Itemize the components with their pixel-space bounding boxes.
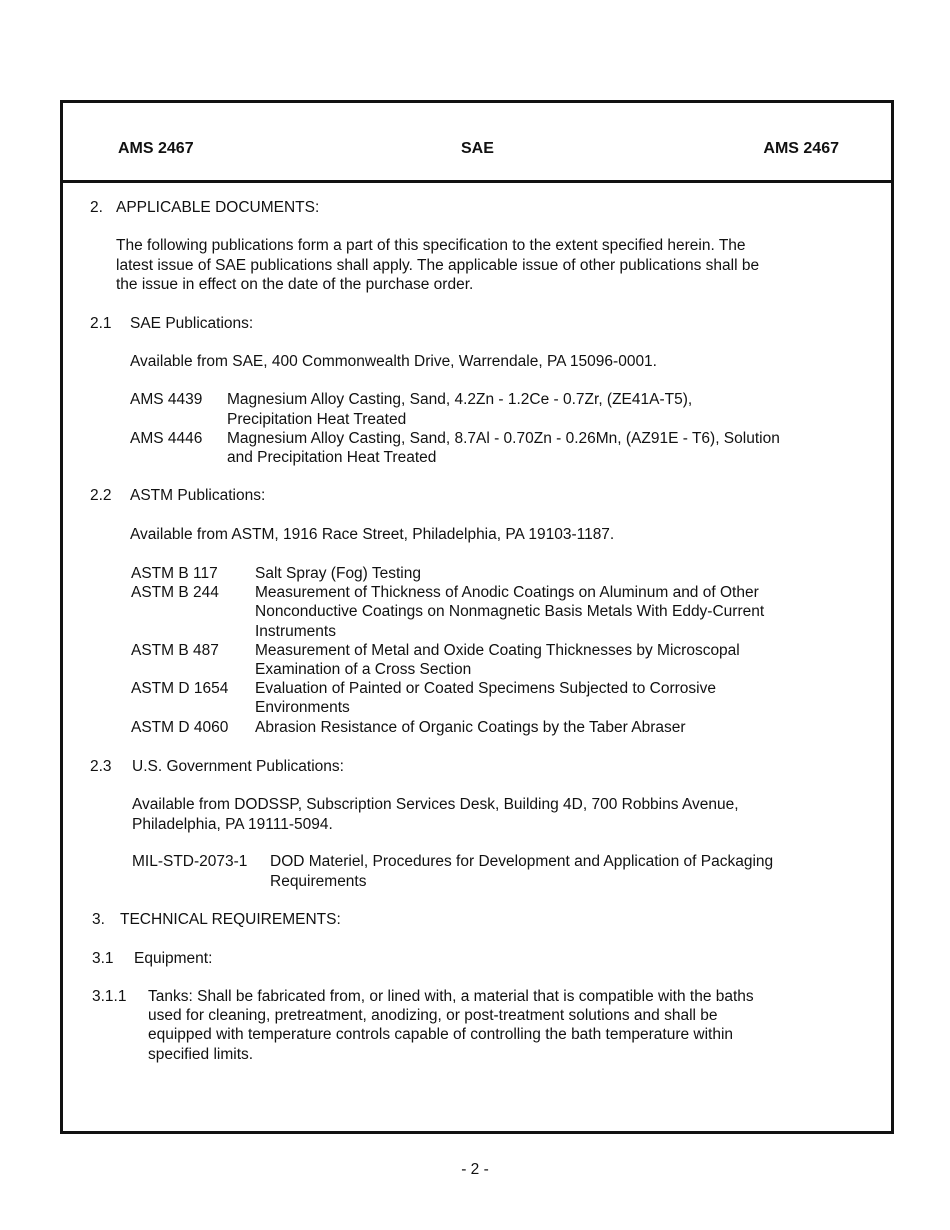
ref-title-line: Salt Spray (Fog) Testing (255, 565, 421, 582)
section-2-1-availability: Available from SAE, 400 Commonwealth Drive, Warrendale, PA 15096-0001. (130, 353, 657, 370)
section-2-number: 2. (90, 199, 103, 216)
ref-title-line: Nonconductive Coatings on Nonmagnetic Basis Metals With Eddy-Current (255, 603, 765, 620)
section-3-1-1-line: equipped with temperature controls capable of controlling the bath temperature within (148, 1026, 734, 1043)
section-3-1-1-number: 3.1.1 (92, 988, 127, 1005)
ref-code: ASTM B 244 (131, 584, 219, 601)
section-3-1-1-line: specified limits. (148, 1046, 254, 1063)
section-2-2-title: ASTM Publications: (130, 487, 266, 504)
header-org: SAE (461, 140, 494, 157)
ref-code: AMS 4446 (130, 430, 203, 447)
ref-title-line: Examination of a Cross Section (255, 661, 472, 678)
ref-code: ASTM B 487 (131, 642, 219, 659)
section-2-para-line: The following publications form a part of this specification to the extent specified herein. The (116, 237, 746, 254)
ref-title-line: Measurement of Thickness of Anodic Coatings on Aluminum and of Other (255, 584, 759, 601)
ref-code: ASTM D 4060 (131, 719, 229, 736)
section-2-3-availability-line: Philadelphia, PA 19111-5094. (132, 816, 333, 833)
ref-code: ASTM D 1654 (131, 680, 229, 697)
ref-title-line: Magnesium Alloy Casting, Sand, 8.7Al - 0.70Zn - 0.26Mn, (AZ91E - T6), Solution (227, 430, 780, 447)
section-3-1-1-line: used for cleaning, pretreatment, anodizing, or post-treatment solutions and shall be (148, 1007, 718, 1024)
header-doc-id-right: AMS 2467 (763, 140, 839, 157)
section-2-3-availability-line: Available from DODSSP, Subscription Services Desk, Building 4D, 700 Robbins Avenue, (132, 796, 739, 813)
section-3-number: 3. (92, 911, 105, 928)
ref-title-line: Abrasion Resistance of Organic Coatings by the Taber Abraser (255, 719, 686, 736)
ref-code: AMS 4439 (130, 391, 203, 408)
section-3-1-number: 3.1 (92, 950, 114, 967)
header-doc-id-left: AMS 2467 (118, 140, 194, 157)
section-2-2-availability: Available from ASTM, 1916 Race Street, Philadelphia, PA 19103-1187. (130, 526, 615, 543)
ref-title-line: Evaluation of Painted or Coated Specimens Subjected to Corrosive (255, 680, 716, 697)
ref-title-line: Environments (255, 699, 350, 716)
section-2-1-title: SAE Publications: (130, 315, 254, 332)
document-header (63, 103, 891, 183)
ref-title-line: DOD Materiel, Procedures for Development and Application of Packaging (270, 853, 774, 870)
ref-title-line: Magnesium Alloy Casting, Sand, 4.2Zn - 1.2Ce - 0.7Zr, (ZE41A-T5), (227, 391, 693, 408)
section-2-3-number: 2.3 (90, 758, 112, 775)
section-2-2-number: 2.2 (90, 487, 112, 504)
ref-title-line: Instruments (255, 623, 336, 640)
section-2-para-line: latest issue of SAE publications shall apply. The applicable issue of other publications shall be (116, 257, 760, 274)
section-3-1-1-line: Tanks: Shall be fabricated from, or lined with, a material that is compatible with the baths (148, 988, 754, 1005)
ref-code: MIL-STD-2073-1 (132, 853, 248, 870)
ref-code: ASTM B 117 (131, 565, 218, 582)
section-2-para-line: the issue in effect on the date of the purchase order. (116, 276, 474, 293)
ref-title-line: Requirements (270, 873, 367, 890)
section-3-1-title: Equipment: (134, 950, 213, 967)
ref-title-line: Measurement of Metal and Oxide Coating Thicknesses by Microscopal (255, 642, 740, 659)
section-2-1-number: 2.1 (90, 315, 112, 332)
section-2-title: APPLICABLE DOCUMENTS: (116, 199, 320, 216)
page-number: - 2 - (461, 1161, 489, 1178)
ref-title-line: and Precipitation Heat Treated (227, 449, 437, 466)
ref-title-line: Precipitation Heat Treated (227, 411, 407, 428)
section-3-title: TECHNICAL REQUIREMENTS: (120, 911, 341, 928)
section-2-3-title: U.S. Government Publications: (132, 758, 344, 775)
